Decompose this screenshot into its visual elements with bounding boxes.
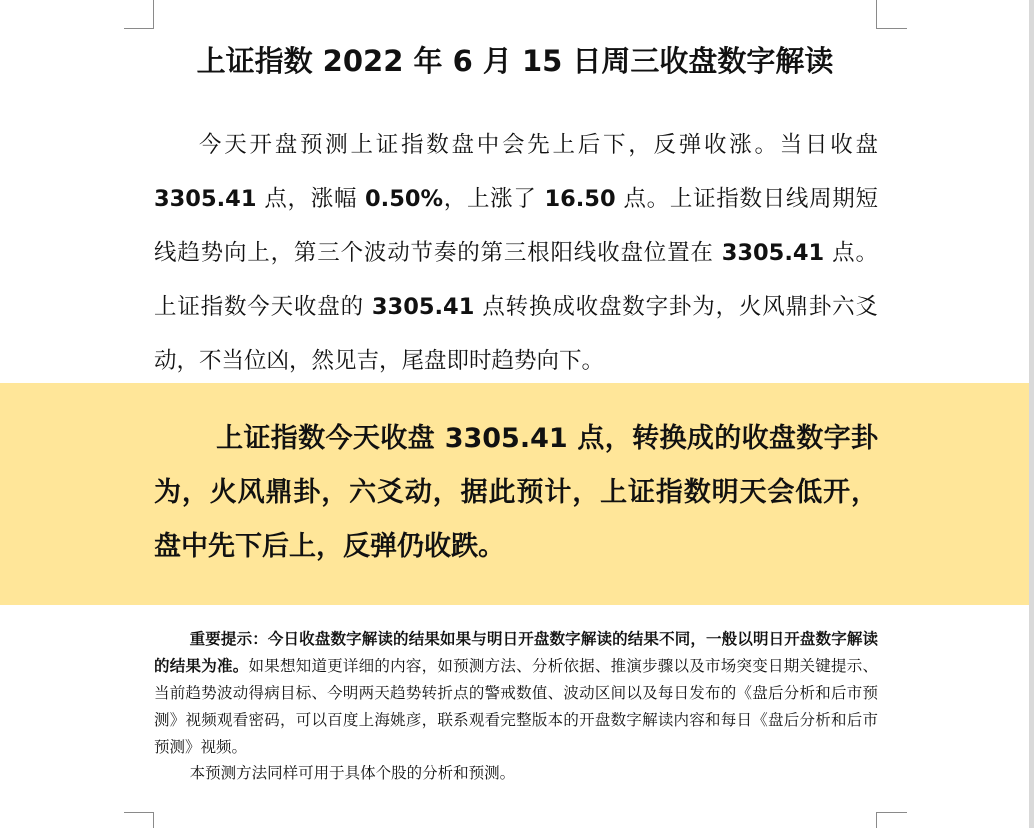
forecast-paragraph: 上证指数今天收盘 3305.41 点，转换成的收盘数字卦为，火风鼎卦，六爻动，据此预计，上证指数明天会低开，盘中先下后上，反弹仍收跌。: [154, 423, 878, 562]
crop-mark-bottom-right-v: [876, 812, 877, 828]
crop-mark-top-left-v: [153, 0, 154, 29]
paragraph-text: 点，涨幅: [256, 186, 366, 212]
analysis-paragraph: [154, 118, 878, 388]
crop-mark-top-right-h: [876, 28, 907, 29]
change-percent: 0.50%: [365, 186, 444, 212]
notice-text: 如果想知道更详细的内容，如预测方法、分析依据、推演步骤以及市场突变日期关键提示、当前趋势波动得病目标、今明两天趋势转折点的警戒数值、波动区间以及每日发布的《盘后分析和后市预测》视频观看密码，可以百度上海姚彦，联系观看完整版本的开盘数字解读内容和每日《盘后分析和后市预测》视频。: [154, 657, 878, 756]
crop-mark-top-left-h: [124, 28, 154, 29]
change-points: 16.50: [544, 186, 616, 212]
page-edge: [1029, 0, 1034, 828]
crop-mark-bottom-left-h: [124, 812, 154, 813]
close-value: 3305.41: [154, 186, 257, 212]
paragraph-text: 点。上证指数日线周期短线趋势向上，第三个波动节奏的第三根阳线收盘位置在: [154, 186, 879, 266]
crop-mark-bottom-right-h: [876, 812, 907, 813]
close-value: 3305.41: [721, 240, 825, 266]
crop-mark-top-right-v: [876, 0, 877, 29]
notice-bold: 重要提示：今日收盘数字解读的结果如果与明日开盘数字解读的结果不同，一般以明日开盘数字解读的结果为准。: [154, 630, 878, 675]
crop-mark-bottom-left-v: [153, 812, 154, 828]
notice-paragraph: [154, 626, 878, 761]
close-value: 3305.41: [371, 294, 475, 320]
footer-note: 本预测方法同样可用于具体个股的分析和预测。: [189, 764, 516, 782]
paragraph-text: ，上涨了: [443, 186, 545, 212]
paragraph-text: 点。上证指数今天收盘的: [154, 240, 879, 320]
paragraph-text: 点转换成收盘数字卦为，火风鼎卦六爻动，不当位凶，然见吉，尾盘即时趋势向下。: [154, 294, 879, 374]
document-title: 上证指数 2022 年 6 月 15 日周三收盘数字解读: [196, 44, 834, 78]
paragraph-text: 今天开盘预测上证指数盘中会先上后下，反弹收涨。当日收盘: [199, 132, 878, 158]
